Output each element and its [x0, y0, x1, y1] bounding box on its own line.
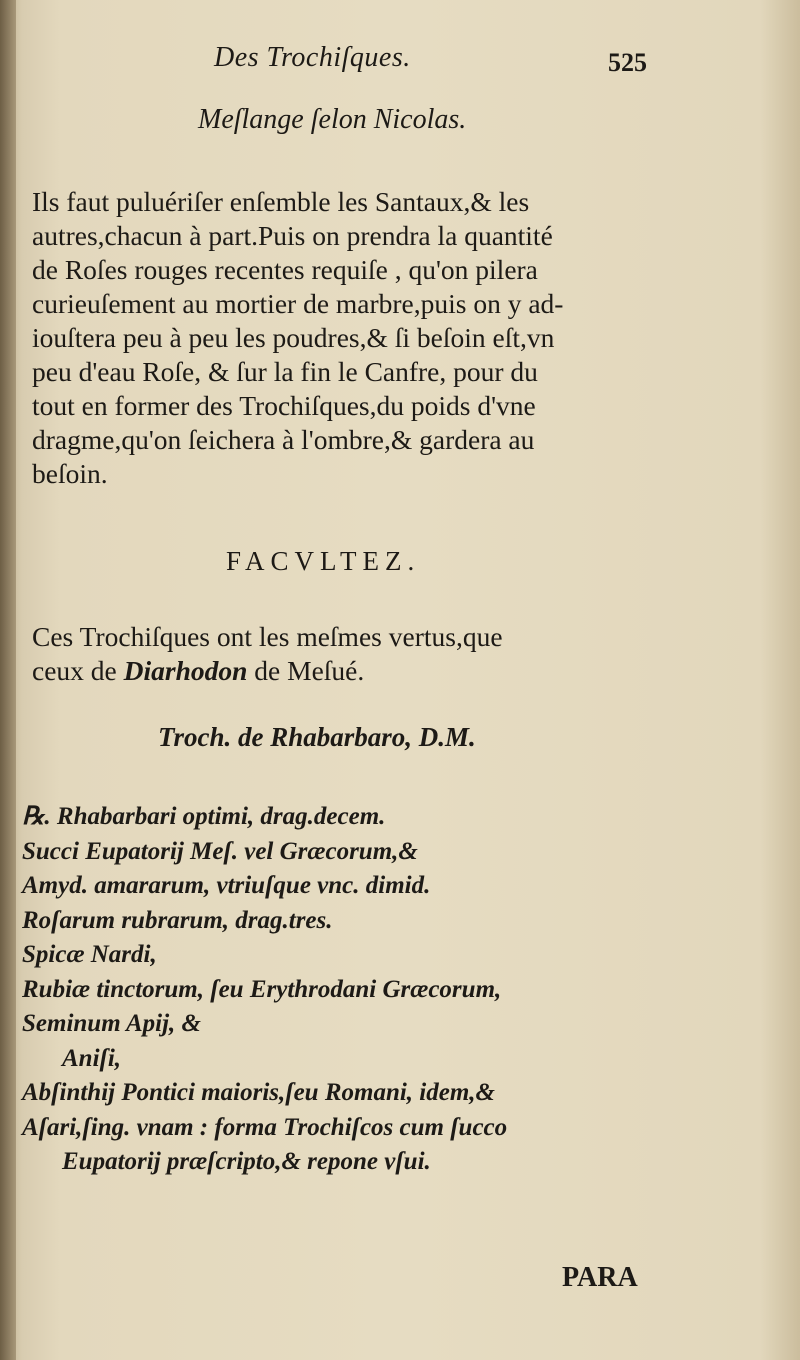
catchword: PARA — [562, 1262, 638, 1293]
preparation-paragraph — [32, 185, 688, 491]
ingredient-line: Succi Eupatorij Meſ. vel Græcorum,& — [22, 837, 418, 865]
recipe-title: Troch. de Rhabarbaro, D.M. — [158, 722, 476, 752]
paragraph-line: autres,chacun à part.Puis on prendra la quantité — [32, 220, 553, 251]
virtues-paragraph — [32, 620, 692, 688]
ingredient-line: Roſarum rubrarum, drag.tres. — [22, 906, 333, 934]
diarhodon-term: Diarhodon — [123, 655, 248, 686]
page-number: 525 — [608, 48, 647, 77]
section-title: Meſlange ſelon Nicolas. — [198, 104, 467, 135]
ingredient-line: Amyd. amararum, vtriuſque vnc. dimid. — [22, 872, 431, 899]
ingredient-line: Aſari,ſing. vnam : forma Trochiſcos cum ſucco — [22, 1113, 508, 1141]
ingredient-line: Abſinthij Pontici maioris,ſeu Romani, idem,& — [22, 1079, 495, 1106]
page-spine-shadow — [0, 0, 16, 1360]
ingredient-line: Rubiæ tinctorum, ſeu Erythrodani Græcorum, — [22, 975, 502, 1003]
ingredient-line: ℞. Rhabarbari optimi, drag.decem. — [22, 803, 386, 830]
running-title: Des Trochiſques. — [214, 42, 411, 73]
line-prefix: ceux de — [32, 655, 124, 686]
paragraph-line: de Roſes rouges recentes requiſe , qu'on pilera — [32, 254, 538, 285]
paragraph-line: dragme,qu'on ſeichera à l'ombre,& gardera au — [32, 424, 535, 455]
paragraph-line: curieuſement au mortier de marbre,puis on y ad- — [32, 288, 564, 319]
recipe-ingredients — [22, 800, 722, 1180]
paragraph-line: iouſtera peu à peu les poudres,& ſi beſoin eſt,vn — [32, 322, 555, 353]
ingredient-line: Spicæ Nardi, — [22, 941, 157, 968]
line-suffix: de Meſué. — [247, 655, 365, 686]
facultez-heading: FACVLTEZ. — [226, 546, 421, 576]
paragraph-line: Ces Trochiſques ont les meſmes vertus,que — [32, 621, 503, 652]
ingredient-line: Aniſi, — [62, 1044, 122, 1072]
paragraph-line: beſoin. — [32, 458, 108, 489]
paragraph-line: tout en former des Trochiſques,du poids d'vne — [32, 390, 536, 421]
paragraph-line: peu d'eau Roſe, & ſur la fin le Canfre, pour du — [32, 356, 538, 387]
ingredient-line: Seminum Apij, & — [22, 1010, 201, 1037]
paragraph-line — [32, 654, 692, 688]
ingredient-line: Eupatorij præſcripto,& repone vſui. — [62, 1148, 431, 1175]
paragraph-line: Ils faut puluériſer enſemble les Santaux,& les — [32, 186, 530, 217]
